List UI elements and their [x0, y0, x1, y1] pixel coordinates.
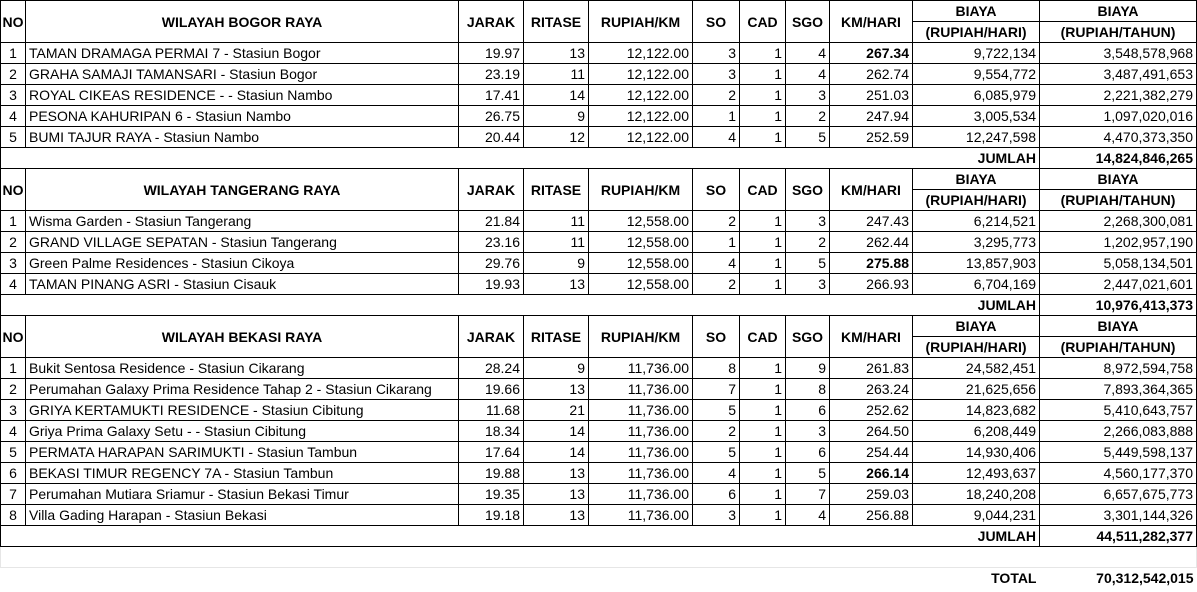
total-label[interactable]: TOTAL: [991, 570, 1037, 586]
header-sgo[interactable]: SGO: [786, 1, 830, 43]
row-no[interactable]: 6: [1, 463, 26, 484]
row-biaya-tahun[interactable]: 5,058,134,501: [1040, 253, 1197, 274]
row-jarak[interactable]: 19.66: [459, 379, 524, 400]
header-rupiah-hari[interactable]: (RUPIAH/HARI): [913, 22, 1040, 43]
header-jarak[interactable]: JARAK: [459, 316, 524, 358]
row-ritase[interactable]: 13: [524, 43, 589, 64]
row-ritase[interactable]: 12: [524, 127, 589, 148]
header-sgo[interactable]: SGO: [786, 169, 830, 211]
header-no[interactable]: NO: [1, 169, 26, 211]
row-biaya-hari[interactable]: 6,704,169: [913, 274, 1040, 295]
total-spacer[interactable]: [1, 568, 913, 589]
row-biaya-hari[interactable]: 6,214,521: [913, 211, 1040, 232]
row-biaya-hari[interactable]: 18,240,208: [913, 484, 1040, 505]
table-row: [1, 43, 1197, 64]
row-biaya-hari[interactable]: 14,823,682: [913, 400, 1040, 421]
row-rupiah-km[interactable]: 12,558.00: [589, 253, 693, 274]
row-jarak[interactable]: 17.41: [459, 85, 524, 106]
jumlah-label[interactable]: JUMLAH: [913, 295, 1040, 316]
row-no[interactable]: 3: [1, 253, 26, 274]
row-sgo[interactable]: 4: [786, 43, 830, 64]
row-sgo[interactable]: 2: [786, 106, 830, 127]
row-rupiah-km[interactable]: 11,736.00: [589, 379, 693, 400]
total-row: [1, 568, 1197, 589]
row-jarak[interactable]: 19.93: [459, 274, 524, 295]
row-km-hari[interactable]: 262.44: [830, 232, 913, 253]
row-rupiah-km[interactable]: 11,736.00: [589, 505, 693, 526]
table-row: [1, 127, 1197, 148]
row-sgo[interactable]: 5: [786, 463, 830, 484]
table-row: [1, 421, 1197, 442]
header-rupiah-hari[interactable]: (RUPIAH/HARI): [913, 190, 1040, 211]
row-sgo[interactable]: 6: [786, 400, 830, 421]
row-sgo[interactable]: 3: [786, 274, 830, 295]
row-km-hari[interactable]: 251.03: [830, 85, 913, 106]
row-ritase[interactable]: 13: [524, 463, 589, 484]
table-row: [1, 505, 1197, 526]
row-sgo[interactable]: 2: [786, 232, 830, 253]
row-rupiah-km[interactable]: 12,122.00: [589, 127, 693, 148]
header-km-hari[interactable]: KM/HARI: [830, 169, 913, 211]
row-rupiah-km[interactable]: 12,558.00: [589, 232, 693, 253]
row-sgo[interactable]: 3: [786, 211, 830, 232]
row-km-hari[interactable]: 252.62: [830, 400, 913, 421]
header-so[interactable]: SO: [693, 169, 740, 211]
jumlah-value[interactable]: 44,511,282,377: [1040, 526, 1197, 547]
row-so[interactable]: 5: [693, 400, 740, 421]
header-cad[interactable]: CAD: [740, 169, 786, 211]
row-jarak[interactable]: 19.88: [459, 463, 524, 484]
row-biaya-hari[interactable]: 24,582,451: [913, 358, 1040, 379]
row-ritase[interactable]: 13: [524, 379, 589, 400]
row-jarak[interactable]: 23.19: [459, 64, 524, 85]
header-jarak[interactable]: JARAK: [459, 1, 524, 43]
row-km-hari[interactable]: 264.50: [830, 421, 913, 442]
row-cad[interactable]: 1: [740, 484, 786, 505]
header-rupiah-hari[interactable]: (RUPIAH/HARI): [913, 337, 1040, 358]
row-biaya-tahun[interactable]: 1,097,020,016: [1040, 106, 1197, 127]
row-so[interactable]: 2: [693, 274, 740, 295]
row-jarak[interactable]: 17.64: [459, 442, 524, 463]
row-location[interactable]: Perumahan Mutiara Sriamur - Stasiun Bekasi Timur: [26, 484, 459, 505]
header-km-hari[interactable]: KM/HARI: [830, 1, 913, 43]
row-ritase[interactable]: 11: [524, 64, 589, 85]
header-no[interactable]: NO: [1, 1, 26, 43]
row-location[interactable]: TAMAN PINANG ASRI - Stasiun Cisauk: [26, 274, 459, 295]
section-header-row: [1, 316, 1197, 337]
row-no[interactable]: 4: [1, 274, 26, 295]
jumlah-label[interactable]: JUMLAH: [913, 526, 1040, 547]
row-rupiah-km[interactable]: 12,122.00: [589, 64, 693, 85]
table-row: [1, 211, 1197, 232]
row-ritase[interactable]: 11: [524, 211, 589, 232]
row-cad[interactable]: 1: [740, 463, 786, 484]
row-biaya-hari[interactable]: 9,044,231: [913, 505, 1040, 526]
row-location[interactable]: Wisma Garden - Stasiun Tangerang: [26, 211, 459, 232]
row-cad[interactable]: 1: [740, 64, 786, 85]
row-km-hari[interactable]: 247.94: [830, 106, 913, 127]
row-sgo[interactable]: 7: [786, 484, 830, 505]
row-ritase[interactable]: 11: [524, 232, 589, 253]
row-cad[interactable]: 1: [740, 442, 786, 463]
section-header-row: [1, 169, 1197, 190]
jumlah-spacer[interactable]: [1, 526, 913, 547]
row-biaya-tahun[interactable]: 3,548,578,968: [1040, 43, 1197, 64]
header-rupiah-km[interactable]: RUPIAH/KM: [589, 316, 693, 358]
section-title[interactable]: WILAYAH TANGERANG RAYA: [26, 169, 459, 211]
row-location[interactable]: Green Palme Residences - Stasiun Cikoya: [26, 253, 459, 274]
table-row: [1, 442, 1197, 463]
row-no[interactable]: 4: [1, 421, 26, 442]
row-jarak[interactable]: 20.44: [459, 127, 524, 148]
header-so[interactable]: SO: [693, 316, 740, 358]
row-no[interactable]: 5: [1, 127, 26, 148]
blank-cell[interactable]: [1, 547, 1197, 568]
table-row: [1, 463, 1197, 484]
jumlah-value[interactable]: 14,824,846,265: [1040, 148, 1197, 169]
row-biaya-tahun[interactable]: 2,447,021,601: [1040, 274, 1197, 295]
row-jarak[interactable]: 21.84: [459, 211, 524, 232]
row-so[interactable]: 3: [693, 43, 740, 64]
table-row: [1, 358, 1197, 379]
row-so[interactable]: 4: [693, 127, 740, 148]
row-location[interactable]: BEKASI TIMUR REGENCY 7A - Stasiun Tambun: [26, 463, 459, 484]
header-biaya-tahun[interactable]: BIAYA: [1040, 169, 1197, 190]
header-cad[interactable]: CAD: [740, 316, 786, 358]
row-km-hari[interactable]: 262.74: [830, 64, 913, 85]
row-cad[interactable]: 1: [740, 253, 786, 274]
row-no[interactable]: 2: [1, 232, 26, 253]
row-biaya-tahun[interactable]: 1,202,957,190: [1040, 232, 1197, 253]
header-rupiah-tahun[interactable]: (RUPIAH/TAHUN): [1040, 190, 1197, 211]
row-no[interactable]: 7: [1, 484, 26, 505]
row-sgo[interactable]: 3: [786, 421, 830, 442]
jumlah-value[interactable]: 10,976,413,373: [1040, 295, 1197, 316]
header-km-hari[interactable]: KM/HARI: [830, 316, 913, 358]
row-biaya-hari[interactable]: 13,857,903: [913, 253, 1040, 274]
row-biaya-hari[interactable]: 3,005,534: [913, 106, 1040, 127]
row-biaya-tahun[interactable]: 2,266,083,888: [1040, 421, 1197, 442]
row-ritase[interactable]: 21: [524, 400, 589, 421]
row-location[interactable]: GRIYA KERTAMUKTI RESIDENCE - Stasiun Cibitung: [26, 400, 459, 421]
table-row: [1, 232, 1197, 253]
row-so[interactable]: 2: [693, 421, 740, 442]
row-biaya-tahun[interactable]: 7,893,364,365: [1040, 379, 1197, 400]
row-rupiah-km[interactable]: 11,736.00: [589, 421, 693, 442]
jumlah-spacer[interactable]: [1, 148, 913, 169]
row-rupiah-km[interactable]: 12,122.00: [589, 85, 693, 106]
row-jarak[interactable]: 11.68: [459, 400, 524, 421]
row-cad[interactable]: 1: [740, 43, 786, 64]
row-ritase[interactable]: 13: [524, 274, 589, 295]
row-km-hari[interactable]: 254.44: [830, 442, 913, 463]
row-cad[interactable]: 1: [740, 211, 786, 232]
row-sgo[interactable]: 8: [786, 379, 830, 400]
row-cad[interactable]: 1: [740, 505, 786, 526]
header-rupiah-km[interactable]: RUPIAH/KM: [589, 1, 693, 43]
jumlah-row: [1, 295, 1197, 316]
row-no[interactable]: 5: [1, 442, 26, 463]
row-so[interactable]: 2: [693, 85, 740, 106]
row-biaya-tahun[interactable]: 2,221,382,279: [1040, 85, 1197, 106]
header-ritase[interactable]: RITASE: [524, 316, 589, 358]
row-so[interactable]: 2: [693, 211, 740, 232]
row-no[interactable]: 2: [1, 379, 26, 400]
row-jarak[interactable]: 29.76: [459, 253, 524, 274]
row-location[interactable]: BUMI TAJUR RAYA - Stasiun Nambo: [26, 127, 459, 148]
row-km-hari[interactable]: 266.93: [830, 274, 913, 295]
row-so[interactable]: 4: [693, 253, 740, 274]
row-so[interactable]: 8: [693, 358, 740, 379]
row-biaya-hari[interactable]: 3,295,773: [913, 232, 1040, 253]
row-jarak[interactable]: 28.24: [459, 358, 524, 379]
row-jarak[interactable]: 19.18: [459, 505, 524, 526]
row-ritase[interactable]: 14: [524, 442, 589, 463]
row-location[interactable]: PESONA KAHURIPAN 6 - Stasiun Nambo: [26, 106, 459, 127]
row-location[interactable]: Perumahan Galaxy Prima Residence Tahap 2 - Stasiun Cikarang: [26, 379, 459, 400]
row-so[interactable]: 7: [693, 379, 740, 400]
header-ritase[interactable]: RITASE: [524, 1, 589, 43]
row-ritase[interactable]: 9: [524, 358, 589, 379]
row-biaya-tahun[interactable]: 2,268,300,081: [1040, 211, 1197, 232]
row-cad[interactable]: 1: [740, 379, 786, 400]
table-row: [1, 400, 1197, 421]
header-biaya-tahun[interactable]: BIAYA: [1040, 1, 1197, 22]
row-sgo[interactable]: 5: [786, 253, 830, 274]
row-cad[interactable]: 1: [740, 106, 786, 127]
header-biaya-hari[interactable]: BIAYA: [913, 169, 1040, 190]
total-value[interactable]: 70,312,542,015: [1096, 570, 1194, 586]
row-location[interactable]: PERMATA HARAPAN SARIMUKTI - Stasiun Tambun: [26, 442, 459, 463]
row-cad[interactable]: 1: [740, 85, 786, 106]
row-ritase[interactable]: 14: [524, 421, 589, 442]
row-sgo[interactable]: 9: [786, 358, 830, 379]
table-row: [1, 106, 1197, 127]
section-title[interactable]: WILAYAH BEKASI RAYA: [26, 316, 459, 358]
blank-row: [1, 547, 1197, 568]
row-no[interactable]: 1: [1, 43, 26, 64]
row-jarak[interactable]: 19.35: [459, 484, 524, 505]
row-location[interactable]: Villa Gading Harapan - Stasiun Bekasi: [26, 505, 459, 526]
row-biaya-hari[interactable]: 12,247,598: [913, 127, 1040, 148]
row-cad[interactable]: 1: [740, 358, 786, 379]
section-title[interactable]: WILAYAH BOGOR RAYA: [26, 1, 459, 43]
row-location[interactable]: ROYAL CIKEAS RESIDENCE - - Stasiun Nambo: [26, 85, 459, 106]
row-jarak[interactable]: 23.16: [459, 232, 524, 253]
row-km-hari[interactable]: 252.59: [830, 127, 913, 148]
row-biaya-tahun[interactable]: 4,470,373,350: [1040, 127, 1197, 148]
row-sgo[interactable]: 4: [786, 505, 830, 526]
row-biaya-tahun[interactable]: 5,449,598,137: [1040, 442, 1197, 463]
row-sgo[interactable]: 5: [786, 127, 830, 148]
row-cad[interactable]: 1: [740, 400, 786, 421]
header-biaya-hari[interactable]: BIAYA: [913, 1, 1040, 22]
row-ritase[interactable]: 9: [524, 106, 589, 127]
header-biaya-hari[interactable]: BIAYA: [913, 316, 1040, 337]
header-ritase[interactable]: RITASE: [524, 169, 589, 211]
row-km-hari[interactable]: 267.34: [830, 43, 913, 64]
row-biaya-hari[interactable]: 6,085,979: [913, 85, 1040, 106]
row-cad[interactable]: 1: [740, 127, 786, 148]
row-ritase[interactable]: 14: [524, 85, 589, 106]
row-no[interactable]: 8: [1, 505, 26, 526]
row-rupiah-km[interactable]: 12,122.00: [589, 43, 693, 64]
header-rupiah-tahun[interactable]: (RUPIAH/TAHUN): [1040, 337, 1197, 358]
row-biaya-tahun[interactable]: 6,657,675,773: [1040, 484, 1197, 505]
row-rupiah-km[interactable]: 11,736.00: [589, 484, 693, 505]
table-row: [1, 253, 1197, 274]
row-biaya-tahun[interactable]: 3,487,491,653: [1040, 64, 1197, 85]
row-so[interactable]: 3: [693, 64, 740, 85]
row-biaya-hari[interactable]: 12,493,637: [913, 463, 1040, 484]
row-so[interactable]: 5: [693, 442, 740, 463]
table-row: [1, 274, 1197, 295]
header-rupiah-km[interactable]: RUPIAH/KM: [589, 169, 693, 211]
header-cad[interactable]: CAD: [740, 1, 786, 43]
row-cad[interactable]: 1: [740, 421, 786, 442]
row-biaya-tahun[interactable]: 8,972,594,758: [1040, 358, 1197, 379]
row-location[interactable]: GRAHA SAMAJI TAMANSARI - Stasiun Bogor: [26, 64, 459, 85]
row-km-hari[interactable]: 266.14: [830, 463, 913, 484]
row-so[interactable]: 6: [693, 484, 740, 505]
row-rupiah-km[interactable]: 11,736.00: [589, 358, 693, 379]
row-rupiah-km[interactable]: 12,558.00: [589, 274, 693, 295]
row-biaya-tahun[interactable]: 3,301,144,326: [1040, 505, 1197, 526]
row-biaya-hari[interactable]: 9,554,772: [913, 64, 1040, 85]
table-row: [1, 64, 1197, 85]
row-biaya-hari[interactable]: 21,625,656: [913, 379, 1040, 400]
jumlah-label[interactable]: JUMLAH: [913, 148, 1040, 169]
header-biaya-tahun[interactable]: BIAYA: [1040, 316, 1197, 337]
section-header-row: [1, 1, 1197, 22]
row-rupiah-km[interactable]: 12,122.00: [589, 106, 693, 127]
header-jarak[interactable]: JARAK: [459, 169, 524, 211]
row-location[interactable]: GRAND VILLAGE SEPATAN - Stasiun Tangerang: [26, 232, 459, 253]
row-so[interactable]: 1: [693, 106, 740, 127]
header-so[interactable]: SO: [693, 1, 740, 43]
row-km-hari[interactable]: 259.03: [830, 484, 913, 505]
row-km-hari[interactable]: 275.88: [830, 253, 913, 274]
table-row: [1, 85, 1197, 106]
row-biaya-hari[interactable]: 9,722,134: [913, 43, 1040, 64]
row-sgo[interactable]: 3: [786, 85, 830, 106]
row-biaya-tahun[interactable]: 5,410,643,757: [1040, 400, 1197, 421]
row-no[interactable]: 3: [1, 85, 26, 106]
row-rupiah-km[interactable]: 11,736.00: [589, 400, 693, 421]
row-location[interactable]: Bukit Sentosa Residence - Stasiun Cikarang: [26, 358, 459, 379]
row-km-hari[interactable]: 263.24: [830, 379, 913, 400]
jumlah-spacer[interactable]: [1, 295, 913, 316]
row-km-hari[interactable]: 256.88: [830, 505, 913, 526]
row-sgo[interactable]: 6: [786, 442, 830, 463]
row-no[interactable]: 3: [1, 400, 26, 421]
row-sgo[interactable]: 4: [786, 64, 830, 85]
row-so[interactable]: 4: [693, 463, 740, 484]
row-km-hari[interactable]: 247.43: [830, 211, 913, 232]
jumlah-row: [1, 526, 1197, 547]
row-no[interactable]: 4: [1, 106, 26, 127]
row-biaya-tahun[interactable]: 4,560,177,370: [1040, 463, 1197, 484]
row-location[interactable]: Griya Prima Galaxy Setu - - Stasiun Cibitung: [26, 421, 459, 442]
row-location[interactable]: TAMAN DRAMAGA PERMAI 7 - Stasiun Bogor: [26, 43, 459, 64]
row-no[interactable]: 1: [1, 358, 26, 379]
row-jarak[interactable]: 26.75: [459, 106, 524, 127]
row-ritase[interactable]: 13: [524, 505, 589, 526]
row-biaya-hari[interactable]: 14,930,406: [913, 442, 1040, 463]
row-cad[interactable]: 1: [740, 274, 786, 295]
row-km-hari[interactable]: 261.83: [830, 358, 913, 379]
header-rupiah-tahun[interactable]: (RUPIAH/TAHUN): [1040, 22, 1197, 43]
row-so[interactable]: 3: [693, 505, 740, 526]
table-row: [1, 379, 1197, 400]
row-cad[interactable]: 1: [740, 232, 786, 253]
jumlah-row: [1, 148, 1197, 169]
row-biaya-hari[interactable]: 6,208,449: [913, 421, 1040, 442]
row-rupiah-km[interactable]: 11,736.00: [589, 463, 693, 484]
header-sgo[interactable]: SGO: [786, 316, 830, 358]
row-jarak[interactable]: 19.97: [459, 43, 524, 64]
row-no[interactable]: 1: [1, 211, 26, 232]
row-ritase[interactable]: 13: [524, 484, 589, 505]
table-row: [1, 484, 1197, 505]
row-ritase[interactable]: 9: [524, 253, 589, 274]
row-jarak[interactable]: 18.34: [459, 421, 524, 442]
header-no[interactable]: NO: [1, 316, 26, 358]
row-so[interactable]: 1: [693, 232, 740, 253]
row-no[interactable]: 2: [1, 64, 26, 85]
row-rupiah-km[interactable]: 12,558.00: [589, 211, 693, 232]
row-rupiah-km[interactable]: 11,736.00: [589, 442, 693, 463]
